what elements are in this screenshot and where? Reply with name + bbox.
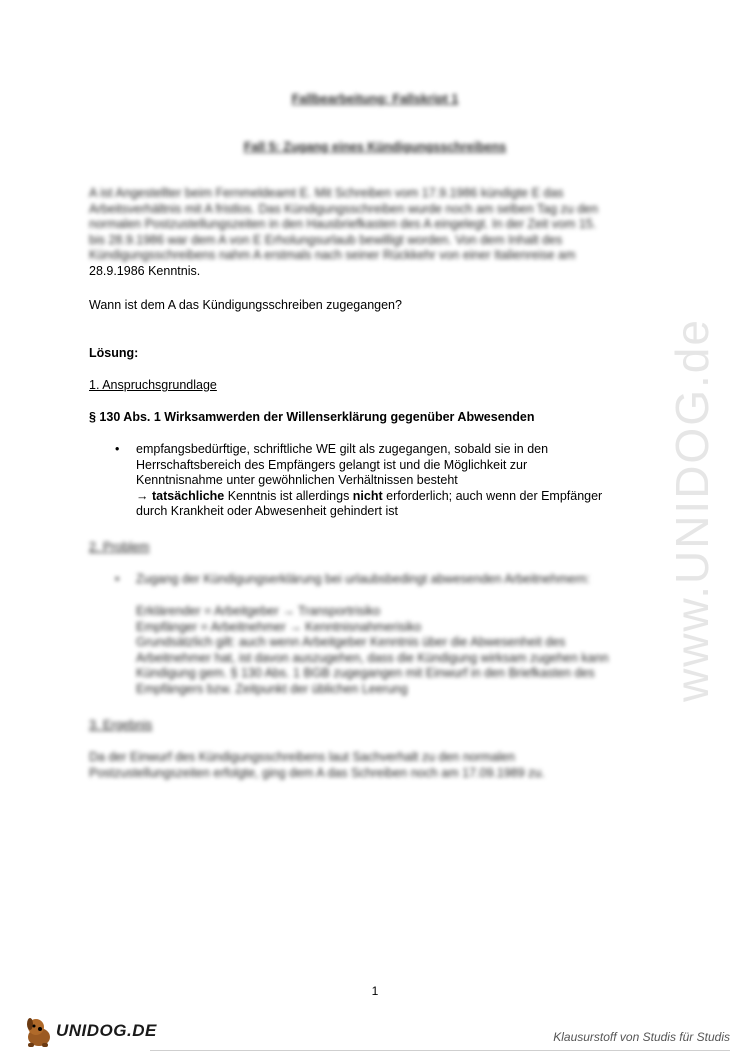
document-title: Fallbearbeitung: Fallskript 1	[291, 92, 459, 106]
section-1-title: 1. Anspruchsgrundlage	[89, 378, 217, 392]
bullet-line: Arbeitnehmer hat, ist davon auszugehen, dass die Kündigung wirksam zugehen kann	[136, 650, 609, 665]
bullet-line: Zugang der Kündigungserklärung bei urlaubsbedingt abwesenden Arbeitnehmern:	[136, 572, 590, 586]
document-subtitle: Fall 5: Zugang eines Kündigungsschreibens	[243, 140, 507, 154]
bullet-mid-text: Kenntnis ist allerdings	[224, 488, 353, 503]
bullet-line: Empfängers bzw. Zeitpunkt der üblichen Leerung	[136, 681, 408, 696]
case-intro	[89, 186, 669, 279]
page-number: 1	[371, 984, 379, 998]
section-2-title: 2. Problem	[89, 540, 150, 554]
result-paragraph	[89, 750, 669, 781]
intro-line: A ist Angestellter beim Fernmeldeamt E. Mit Schreiben vom 17.9.1986 kündigte E das	[89, 186, 564, 200]
bullet-line: Kenntnisnahme unter gewöhnlichen Verhältnissen besteht	[136, 473, 458, 487]
footer-tagline: Klausurstoff von Studis für Studis	[553, 1030, 730, 1044]
bullet-line: durch Krankheit oder Abwesenheit gehindert ist	[136, 504, 398, 518]
bold-word-tatsaechliche: tatsächliche	[151, 488, 225, 503]
bullet-line: empfangsbedürftige, schriftliche WE gilt als zugegangen, sobald sie in den	[136, 442, 549, 456]
bullet-line: Herrschaftsbereich des Empfängers gelangt ist und die Möglichkeit zur	[136, 457, 528, 472]
intro-line: 28.9.1986 Kenntnis.	[89, 263, 201, 278]
intro-line: bis 28.9.1986 war dem A von E Erholungsurlaub bewilligt worden. Von dem Inhalt des	[89, 232, 563, 247]
section-1-bullet	[115, 442, 675, 522]
section-3-title: 3. Ergebnis	[89, 718, 153, 732]
intro-line: normalen Postzustellungszeiten in den Hausbriefkasten des A eingelegt. In der Zeit vom 15.	[89, 217, 597, 231]
logo-text: UNIDOG.DE	[56, 1021, 157, 1040]
result-line: Postzustellungszeiten erfolgte, ging dem A das Schreiben noch am 17.09.1989 zu.	[89, 765, 545, 780]
intro-line: Arbeitsverhältnis mit A fristlos. Das Kündigungsschreiben wurde noch am selben Tag zu den	[89, 201, 599, 216]
bullet-line: Kündigung gem. § 130 Abs. 1 BGB zugegangen mit Einwurf in den Briefkasten des	[136, 666, 595, 680]
section-1-norm: § 130 Abs. 1 Wirksamwerden der Willenserklärung gegenüber Abwesenden	[89, 410, 535, 424]
bullet-dot: •	[115, 442, 120, 456]
bullet-tail-text: erforderlich; auch wenn der Empfänger	[382, 488, 603, 503]
intro-line: Kündigungsschreibens nahm A erstmals nach seiner Rückkehr von einer Italienreise am	[89, 248, 576, 262]
bold-word-nicht: nicht	[352, 488, 383, 503]
section-2-bullet: • Zugang der Kündigungserklärung bei urlaubsbedingt abwesenden Arbeitnehmern:	[115, 572, 675, 592]
bullet-line: Empfänger = Arbeitnehmer → Kenntnisnahmerisiko	[136, 619, 422, 634]
arrow-glyph: →	[136, 488, 149, 503]
unidog-logo	[22, 1015, 157, 1049]
bullet-line-arrow	[136, 489, 676, 505]
solution-label: Lösung:	[89, 346, 139, 360]
result-line: Da der Einwurf des Kündigungsschreibens laut Sachverhalt zu den normalen	[89, 750, 515, 764]
bullet-line: Erklärender = Arbeitgeber → Transportrisiko	[136, 604, 381, 618]
dog-mascot-icon	[22, 1015, 56, 1049]
case-question: Wann ist dem A das Kündigungsschreiben zugegangen?	[89, 298, 402, 312]
bullet-line: Grundsätzlich gilt: auch wenn Arbeitgeber Kenntnis über die Abwesenheit des	[136, 635, 566, 649]
footer-divider	[150, 1050, 730, 1051]
watermark-text: www.UNIDOG.de	[666, 318, 718, 702]
section-2-bullet-list	[115, 604, 675, 704]
